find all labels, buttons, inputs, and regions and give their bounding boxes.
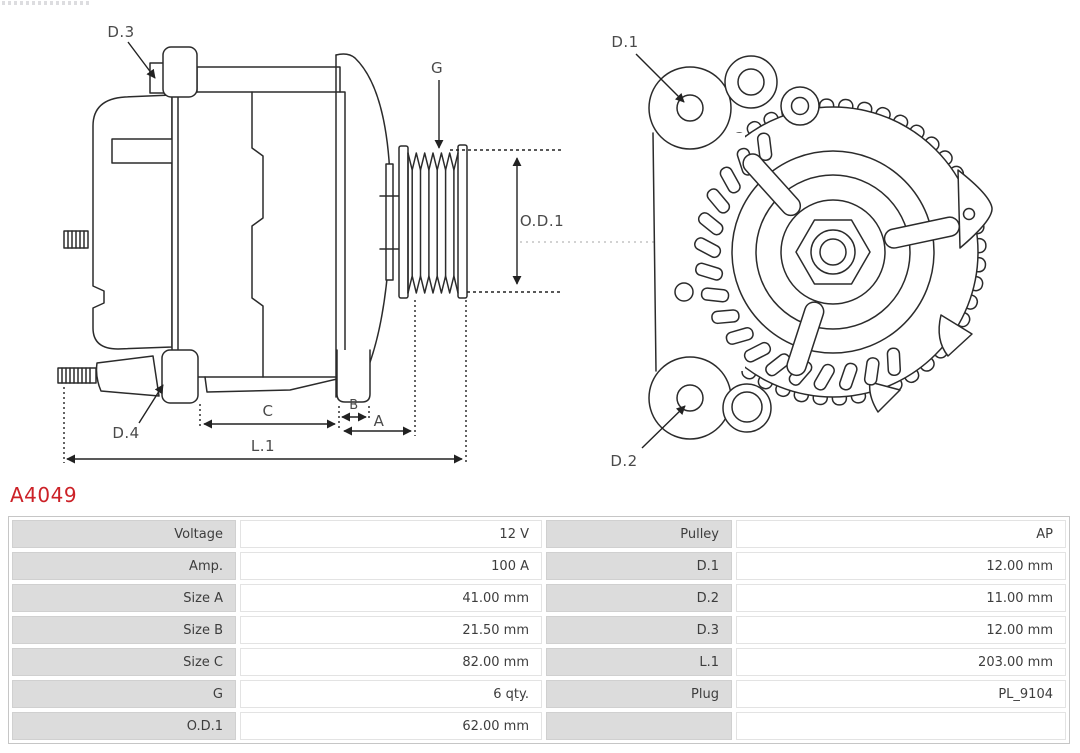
spec-value-cell: 100 A (240, 552, 542, 580)
spec-label-cell: Size A (12, 584, 236, 612)
dim-label-c: C (262, 402, 274, 420)
spec-value-cell: 203.00 mm (736, 648, 1066, 676)
dim-label-a: A (373, 412, 385, 430)
spec-value-cell: 11.00 mm (736, 584, 1066, 612)
spec-value-cell: 21.50 mm (240, 616, 542, 644)
spec-value-cell: 12.00 mm (736, 552, 1066, 580)
spec-value-cell: 41.00 mm (240, 584, 542, 612)
dim-label-b: B (349, 398, 359, 413)
dim-label-g: G (430, 59, 444, 77)
dim-label-od1: O.D.1 (519, 212, 565, 230)
spec-value-cell (736, 712, 1066, 740)
front-view-diagram (649, 56, 992, 439)
spec-value-cell: 12 V (240, 520, 542, 548)
spec-label-cell: O.D.1 (12, 712, 236, 740)
spec-label-cell: D.1 (546, 552, 732, 580)
dim-label-d3: D.3 (107, 23, 135, 41)
spec-label-cell: D.3 (546, 616, 732, 644)
dim-label-d1: D.1 (611, 33, 639, 51)
spec-label-cell: L.1 (546, 648, 732, 676)
spec-value-cell: PL_9104 (736, 680, 1066, 708)
spec-label-cell: Plug (546, 680, 732, 708)
part-number: A4049 (10, 483, 78, 507)
spec-label-cell: D.2 (546, 584, 732, 612)
spec-value-cell: 82.00 mm (240, 648, 542, 676)
spec-label-cell: Size C (12, 648, 236, 676)
spec-table (8, 516, 1070, 744)
spec-label-cell: G (12, 680, 236, 708)
spec-label-cell (546, 712, 732, 740)
dim-label-d2: D.2 (610, 452, 638, 470)
side-view-diagram (58, 47, 467, 403)
spec-label-cell: Amp. (12, 552, 236, 580)
spec-value-cell: 12.00 mm (736, 616, 1066, 644)
spec-label-cell: Voltage (12, 520, 236, 548)
spec-label-cell: Size B (12, 616, 236, 644)
spec-value-cell: AP (736, 520, 1066, 548)
dim-label-l1: L.1 (250, 437, 276, 455)
spec-value-cell: 6 qty. (240, 680, 542, 708)
spec-label-cell: Pulley (546, 520, 732, 548)
spec-value-cell: 62.00 mm (240, 712, 542, 740)
dim-label-d4: D.4 (112, 424, 140, 442)
